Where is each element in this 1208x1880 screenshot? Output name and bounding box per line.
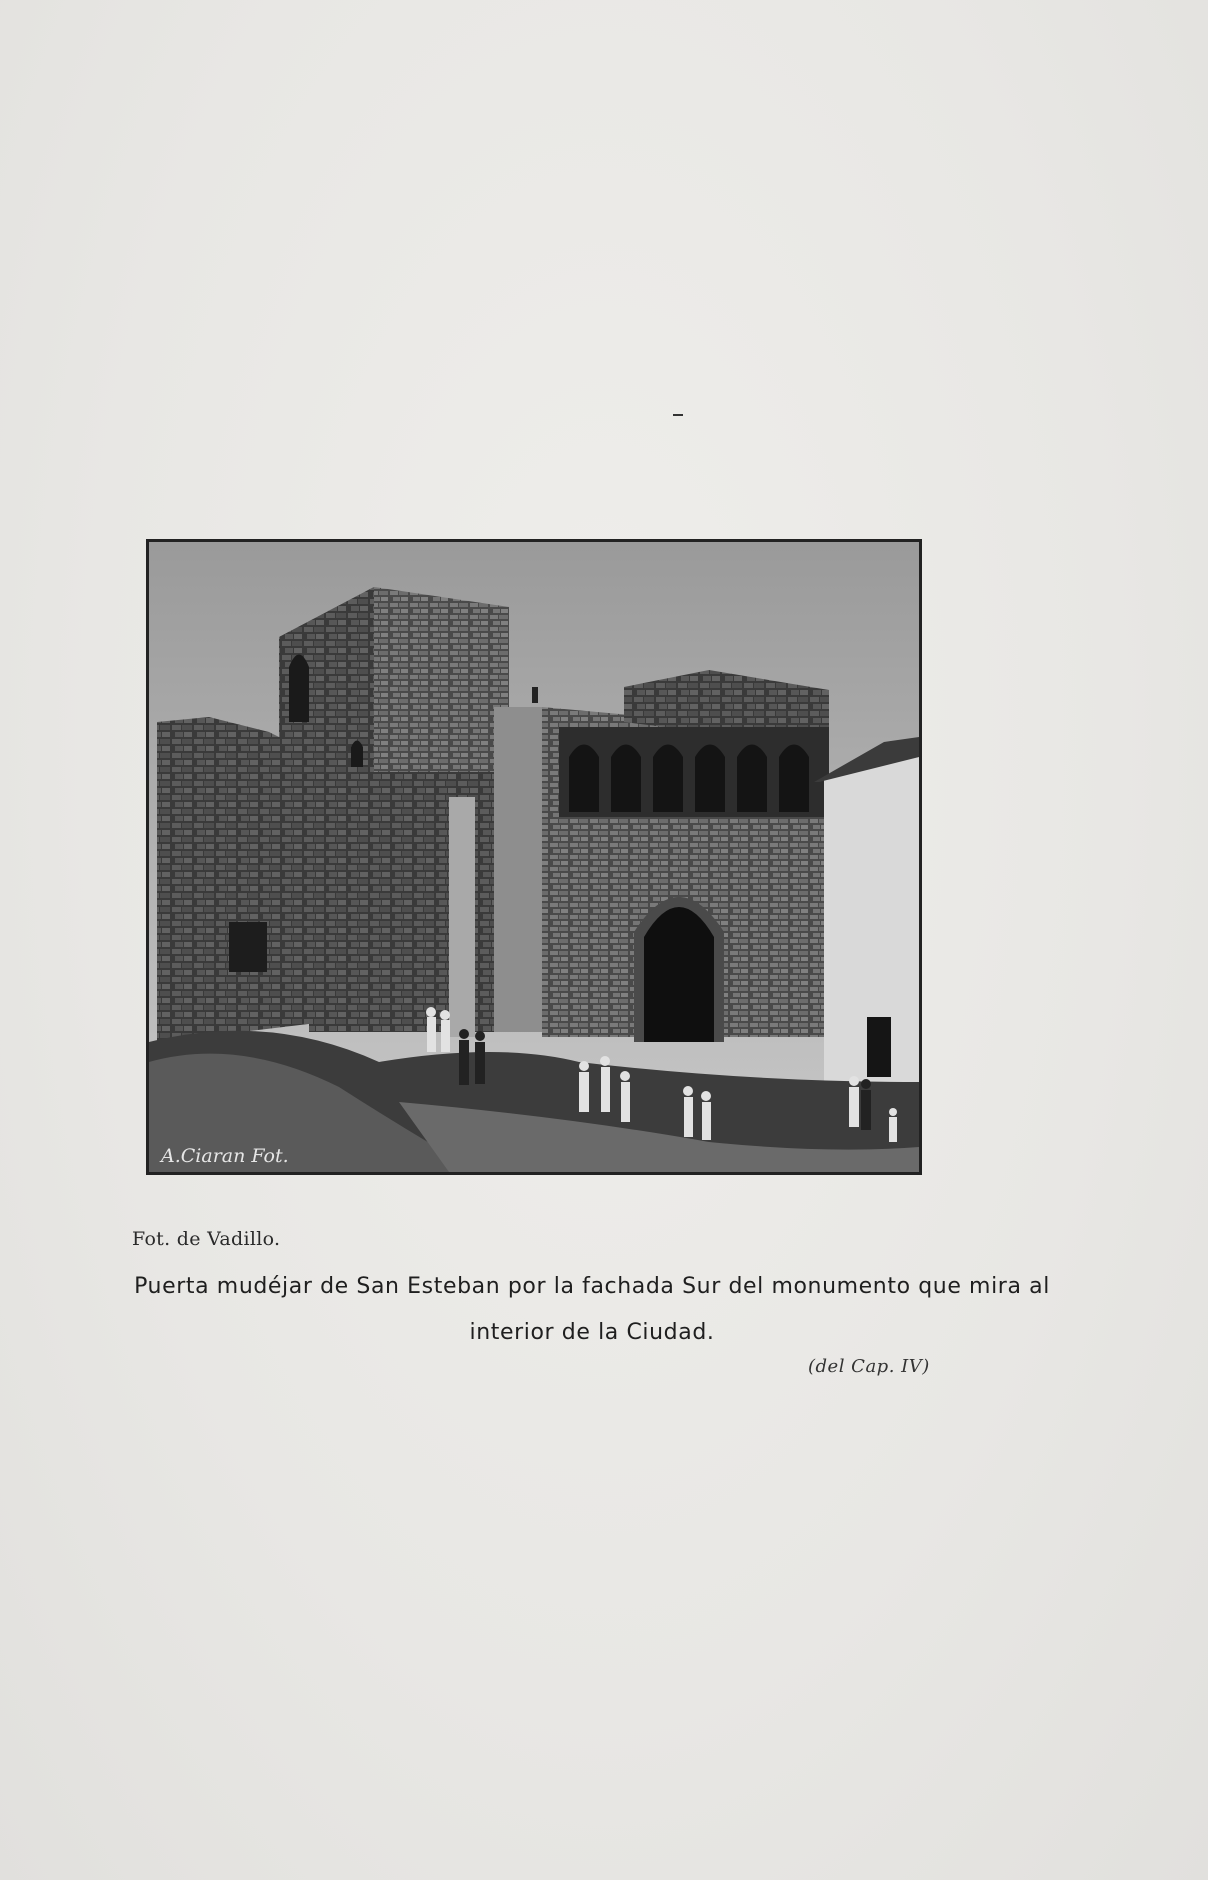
gate-archway bbox=[644, 907, 714, 1042]
tower-window bbox=[351, 741, 363, 768]
photo-credit: Fot. de Vadillo. bbox=[132, 1228, 281, 1250]
photo-plate bbox=[146, 539, 922, 1175]
tower-window bbox=[289, 655, 309, 723]
figure-caption bbox=[92, 1264, 1092, 1356]
wall-opening bbox=[229, 922, 267, 972]
caption-line-1: Puerta mudéjar de San Esteban por la fachada Sur del monumento que mira al bbox=[134, 1274, 1050, 1299]
pilaster bbox=[449, 797, 475, 1037]
arcade-gallery bbox=[559, 727, 829, 817]
house-door bbox=[867, 1017, 891, 1077]
corner-pier bbox=[494, 707, 542, 1032]
photo-signature: A.Ciaran Fot. bbox=[161, 1145, 289, 1167]
chapter-reference: (del Cap. IV) bbox=[808, 1356, 930, 1377]
caption-line-2: interior de la Ciudad. bbox=[469, 1320, 715, 1345]
curtain-wall bbox=[309, 772, 509, 1032]
print-speck bbox=[673, 414, 683, 416]
figure-on-tower bbox=[532, 687, 538, 703]
monument-photograph bbox=[149, 542, 919, 1172]
